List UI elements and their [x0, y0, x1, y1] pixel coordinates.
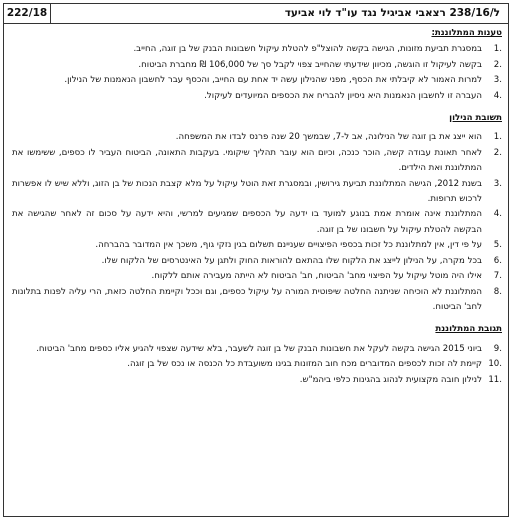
list-item: 7. אילו היה מוטל עיקול על הפיצוי מחב' הביטוח, חב' הביטוח לא הייתה מעבירה אותם ללקוח.	[151, 271, 502, 282]
list-item: 8. המתלוננת לא הוכיחה שניתנה החלטה שיפוטית המורה על עיקול כספים, וגם וככל וקיימת החלטה כזאת, הרי עליה לפנות בתלונות לחב' הביטוח.	[12, 286, 502, 312]
document-page	[3, 3, 509, 517]
list-item: 5. על פי דין, אין למתלוננת כל זכות בכספי הפיצויים שעניינם תשלום בגין נזקי גוף, משכך אין המדובר בהברחה.	[95, 240, 502, 251]
case-title: ל/238/16 רצאבי אביגיל נגד עו"ד לוי אביעד	[284, 7, 500, 19]
section-title: טענות המתלוננת:	[431, 28, 502, 38]
list-item: 3. למרות האמור לא קיבלתי את הכסף, מפני שהנילון עשה יד אחת עם החייב, והכסף עבר לחשבון הנאמנות של הנילון.	[64, 75, 502, 86]
list-item: 1. במסגרת תביעת מזונות, הגישה בקשה להוצל"פ להטלת עיקול חשבונות הבנק של בן זוגה, החייב.	[133, 44, 502, 55]
list-item: 11. לנילון חובה מקצועית לנהוג בהגינות כלפי ביהמ"ש.	[299, 374, 502, 385]
section-complainant-response	[12, 322, 502, 388]
page-reference: 222/18	[4, 4, 51, 23]
list-item: 2. בקשה לעיקול זו הוגשה, מכיוון שידעתי שהחייב צפוי לקבל סך של 106,000 ₪ מחברת הביטוח.	[138, 59, 502, 70]
section-respondent-reply	[12, 111, 502, 315]
document-header	[4, 4, 508, 24]
list-item: 2. לאחר תאונת עבודה קשה, הוכר כנכה, וכיום הוא עובר תהליך שיקומי. בעקבות התאונה, הביטוח העביר לו כספים, ששימשו את המתלוננת ואת הילדים.	[12, 147, 502, 174]
list-item: 6. בכל מקרה, על הנילון לייצג את הלקוח שלו בהתאם להוראות החוק ולתגן על האינטרסים של הלקוח שלו.	[101, 255, 502, 266]
section-title: תשובת הנילון	[449, 113, 502, 124]
list-item: 10. קיימת לה זכות לכספים המדוברים מכח חוב המזונות בגינו משועבדת כל הכנסה או נכס של בן זוגה.	[127, 359, 502, 370]
document-body	[4, 26, 508, 388]
list-item: 4. העברה זו לחשבון הנאמנות היא ניסיון להבריח את הכספים המיועדים לעיקול.	[204, 90, 502, 101]
list-item: 1. הוא ייצג את בן זוגה של הנילונה, אב ל-7, שבמשך 20 שנה פרנס לבדו את המשפחה.	[175, 132, 502, 143]
list-item: 9. ביוני 2015 הגישה בקשה לעקל את חשבונות הבנק של בן זוגה לשעבר, בלא שידעה שצפוי להגיע אליו כספים מחב' הביטוח.	[36, 343, 502, 354]
section-title: תגובת המתלוננת	[435, 324, 502, 335]
section-complainant-claims	[12, 26, 502, 104]
list-item: 4. המתלוננת אינה אומרת אמת בנוגע למועד בו ידעה על הכספים שמגיעים למרשי, והיא ידעה על סכום זה לאחר שהגישה את הבקשה להטלת עיקול על חשבונו של בן זוגה.	[12, 209, 502, 235]
list-item: 3. בשנת 2012, הגישה המתלוננת תביעת גירושין, ובמסגרת זאת הוטל עיקול על מלא קצבת הנכות של בן הזוג, וללא שיש לו אפשרות לרכוש תרופות.	[12, 178, 502, 205]
